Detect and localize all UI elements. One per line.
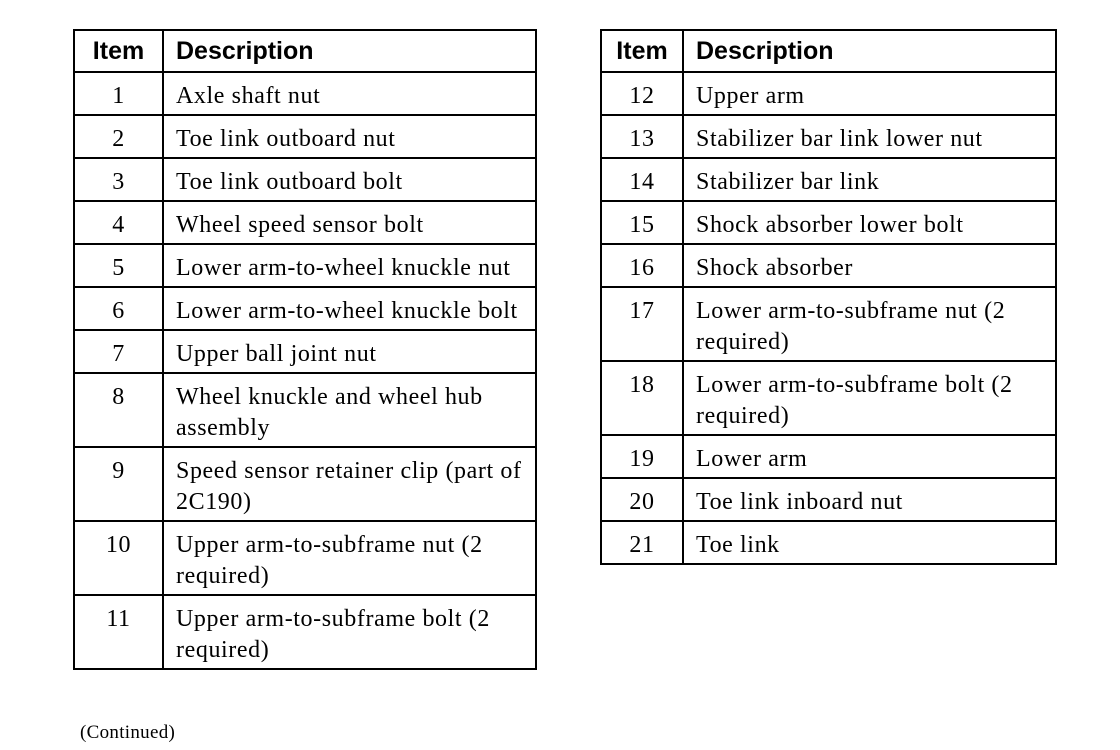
table-row [601,478,1056,521]
item-number-cell: 17 [601,287,683,361]
table-row [601,435,1056,478]
item-number-cell: 8 [74,373,163,447]
item-number-cell: 5 [74,244,163,287]
table-header-row [601,30,1056,72]
item-number-cell: 20 [601,478,683,521]
table-row [601,244,1056,287]
column-header-item: Item [601,30,683,72]
item-description-cell: Toe link inboard nut [683,478,1056,521]
table-body [74,72,536,669]
item-description-cell: Stabilizer bar link [683,158,1056,201]
item-description-cell: Lower arm [683,435,1056,478]
table-row [601,201,1056,244]
item-number-cell: 16 [601,244,683,287]
item-description-cell: Upper arm-to-subframe nut (2 required) [163,521,536,595]
table-row [601,115,1056,158]
item-description-cell: Lower arm-to-subframe bolt (2 required) [683,361,1056,435]
item-number-cell: 1 [74,72,163,115]
item-number-cell: 9 [74,447,163,521]
item-description-cell: Wheel knuckle and wheel hub assembly [163,373,536,447]
table-row [74,158,536,201]
table-row [74,201,536,244]
item-description-cell: Lower arm-to-wheel knuckle nut [163,244,536,287]
item-number-cell: 11 [74,595,163,669]
table-row [601,521,1056,564]
item-description-cell: Lower arm-to-wheel knuckle bolt [163,287,536,330]
item-number-cell: 10 [74,521,163,595]
column-header-item: Item [74,30,163,72]
column-header-description: Description [683,30,1056,72]
continued-note: (Continued) [80,722,176,743]
item-number-cell: 19 [601,435,683,478]
item-description-cell: Shock absorber lower bolt [683,201,1056,244]
item-description-cell: Stabilizer bar link lower nut [683,115,1056,158]
item-number-cell: 14 [601,158,683,201]
table-row [601,287,1056,361]
parts-table-left [73,29,537,670]
item-number-cell: 3 [74,158,163,201]
item-number-cell: 4 [74,201,163,244]
column-header-description: Description [163,30,536,72]
parts-table-right [600,29,1057,565]
item-description-cell: Wheel speed sensor bolt [163,201,536,244]
item-description-cell: Lower arm-to-subframe nut (2 required) [683,287,1056,361]
table-row [601,158,1056,201]
table-row [74,521,536,595]
item-description-cell: Shock absorber [683,244,1056,287]
item-description-cell: Toe link outboard nut [163,115,536,158]
item-number-cell: 2 [74,115,163,158]
item-number-cell: 7 [74,330,163,373]
item-description-cell: Upper arm [683,72,1056,115]
table-row [601,361,1056,435]
item-number-cell: 6 [74,287,163,330]
item-description-cell: Toe link [683,521,1056,564]
item-number-cell: 12 [601,72,683,115]
item-description-cell: Axle shaft nut [163,72,536,115]
table-row [74,244,536,287]
item-number-cell: 21 [601,521,683,564]
item-description-cell: Upper arm-to-subframe bolt (2 required) [163,595,536,669]
table-row [74,447,536,521]
table-row [74,115,536,158]
table-row [601,72,1056,115]
table-row [74,287,536,330]
table-row [74,72,536,115]
table-row [74,373,536,447]
item-description-cell: Upper ball joint nut [163,330,536,373]
item-description-cell: Toe link outboard bolt [163,158,536,201]
item-description-cell: Speed sensor retainer clip (part of 2C190) [163,447,536,521]
item-number-cell: 13 [601,115,683,158]
table-row [74,330,536,373]
table-row [74,595,536,669]
item-number-cell: 18 [601,361,683,435]
table-body [601,72,1056,564]
table-header-row [74,30,536,72]
item-number-cell: 15 [601,201,683,244]
